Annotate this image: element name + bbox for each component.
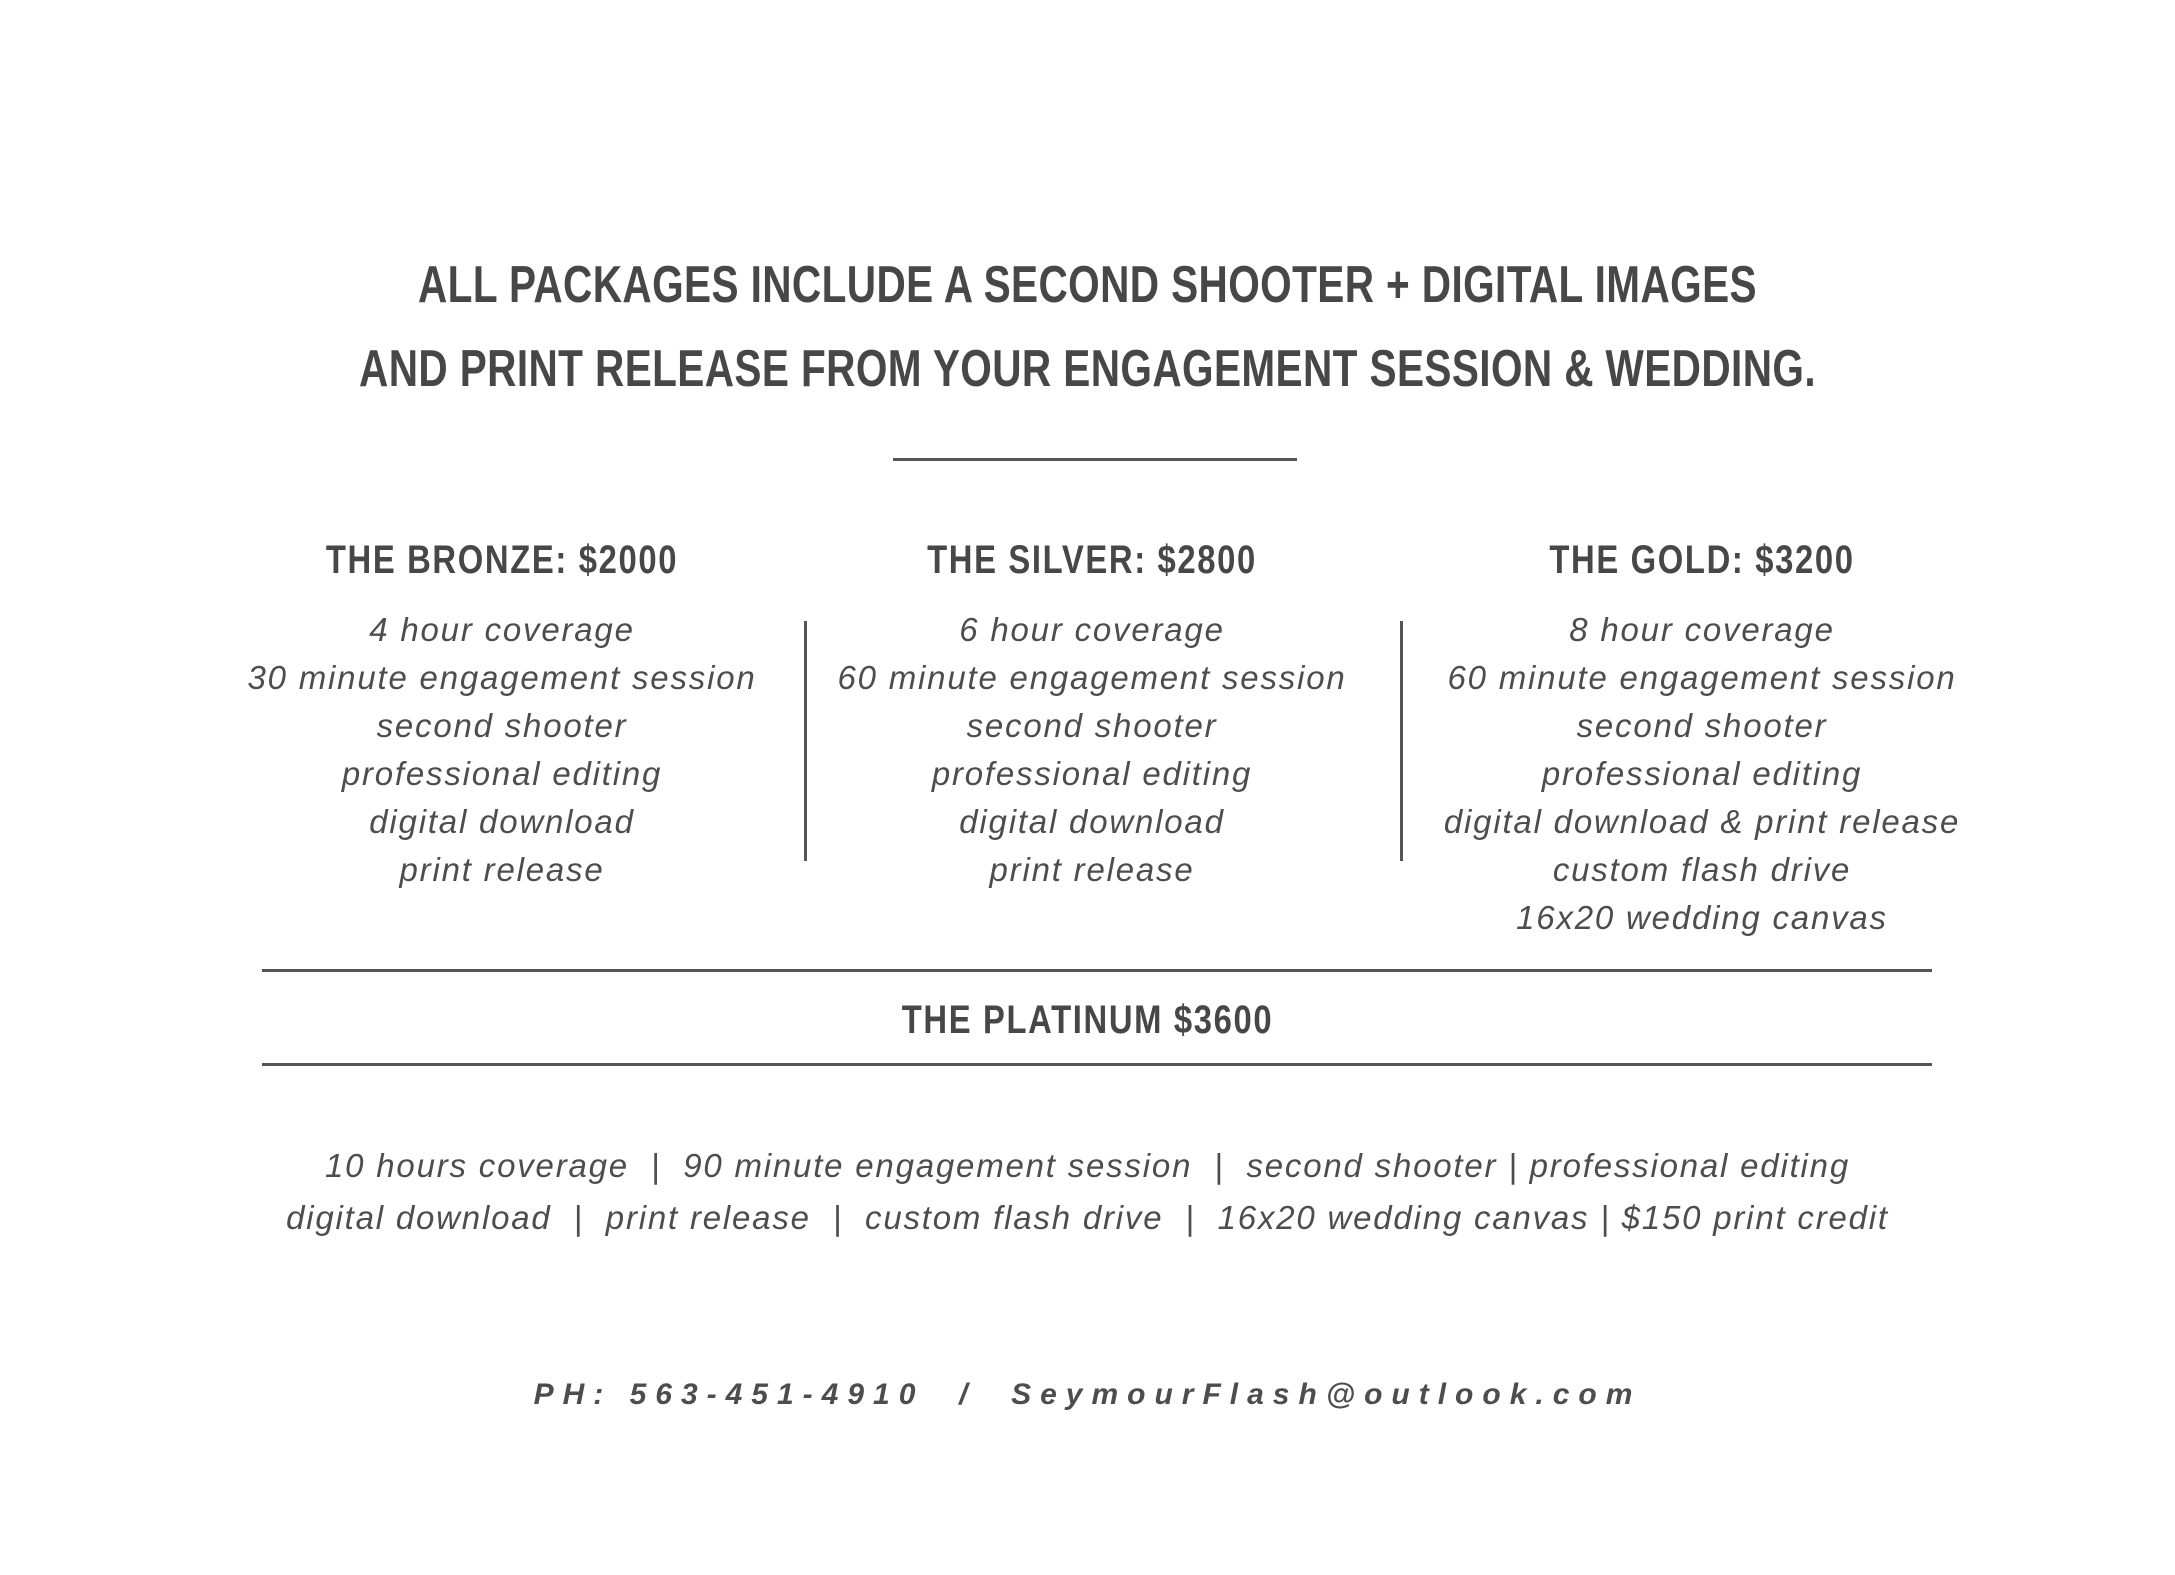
package-feature: 8 hour coverage: [1569, 611, 1835, 648]
package-feature: 4 hour coverage: [369, 611, 635, 648]
platinum-bottom-rule: [262, 1063, 1932, 1066]
headline-divider: [893, 458, 1297, 461]
package-feature: digital download: [959, 803, 1225, 840]
package-feature: second shooter: [376, 707, 628, 744]
headline-line-1: ALL PACKAGES INCLUDE A SECOND SHOOTER + DIGITAL IMAGES: [418, 256, 1757, 314]
package-feature: 6 hour coverage: [959, 611, 1225, 648]
package-feature: second shooter: [1576, 707, 1828, 744]
package-title: THE GOLD: $3200: [1549, 538, 1855, 582]
package-feature: second shooter: [966, 707, 1218, 744]
package-bronze: [202, 530, 802, 894]
package-feature: 60 minute engagement session: [837, 659, 1347, 696]
package-feature: 60 minute engagement session: [1447, 659, 1957, 696]
platinum-features-line-2: digital download | print release | custom flash drive | 16x20 wedding canvas | $150 print credit: [286, 1199, 1889, 1236]
platinum-title: THE PLATINUM $3600: [901, 998, 1274, 1042]
package-feature: print release: [399, 851, 605, 888]
package-title: THE BRONZE: $2000: [325, 538, 679, 582]
package-feature: 16x20 wedding canvas: [1516, 899, 1888, 936]
package-gold: [1402, 530, 2002, 942]
package-feature: professional editing: [341, 755, 663, 792]
package-title: THE SILVER: $2800: [927, 538, 1257, 582]
package-feature: print release: [989, 851, 1195, 888]
package-silver: [792, 530, 1392, 894]
headline-line-2: AND PRINT RELEASE FROM YOUR ENGAGEMENT SESSION & WEDDING.: [359, 340, 1816, 398]
package-feature: professional editing: [1541, 755, 1863, 792]
package-feature: professional editing: [931, 755, 1253, 792]
platinum-top-rule: [262, 969, 1932, 972]
package-feature: digital download & print release: [1443, 803, 1961, 840]
package-feature: custom flash drive: [1552, 851, 1852, 888]
package-feature: digital download: [369, 803, 635, 840]
contact-info: PH: 563-451-4910 / SeymourFlash@outlook.com: [533, 1378, 1642, 1411]
package-feature: 30 minute engagement session: [247, 659, 757, 696]
platinum-features-line-1: 10 hours coverage | 90 minute engagement session | second shooter | professional editing: [325, 1147, 1850, 1184]
